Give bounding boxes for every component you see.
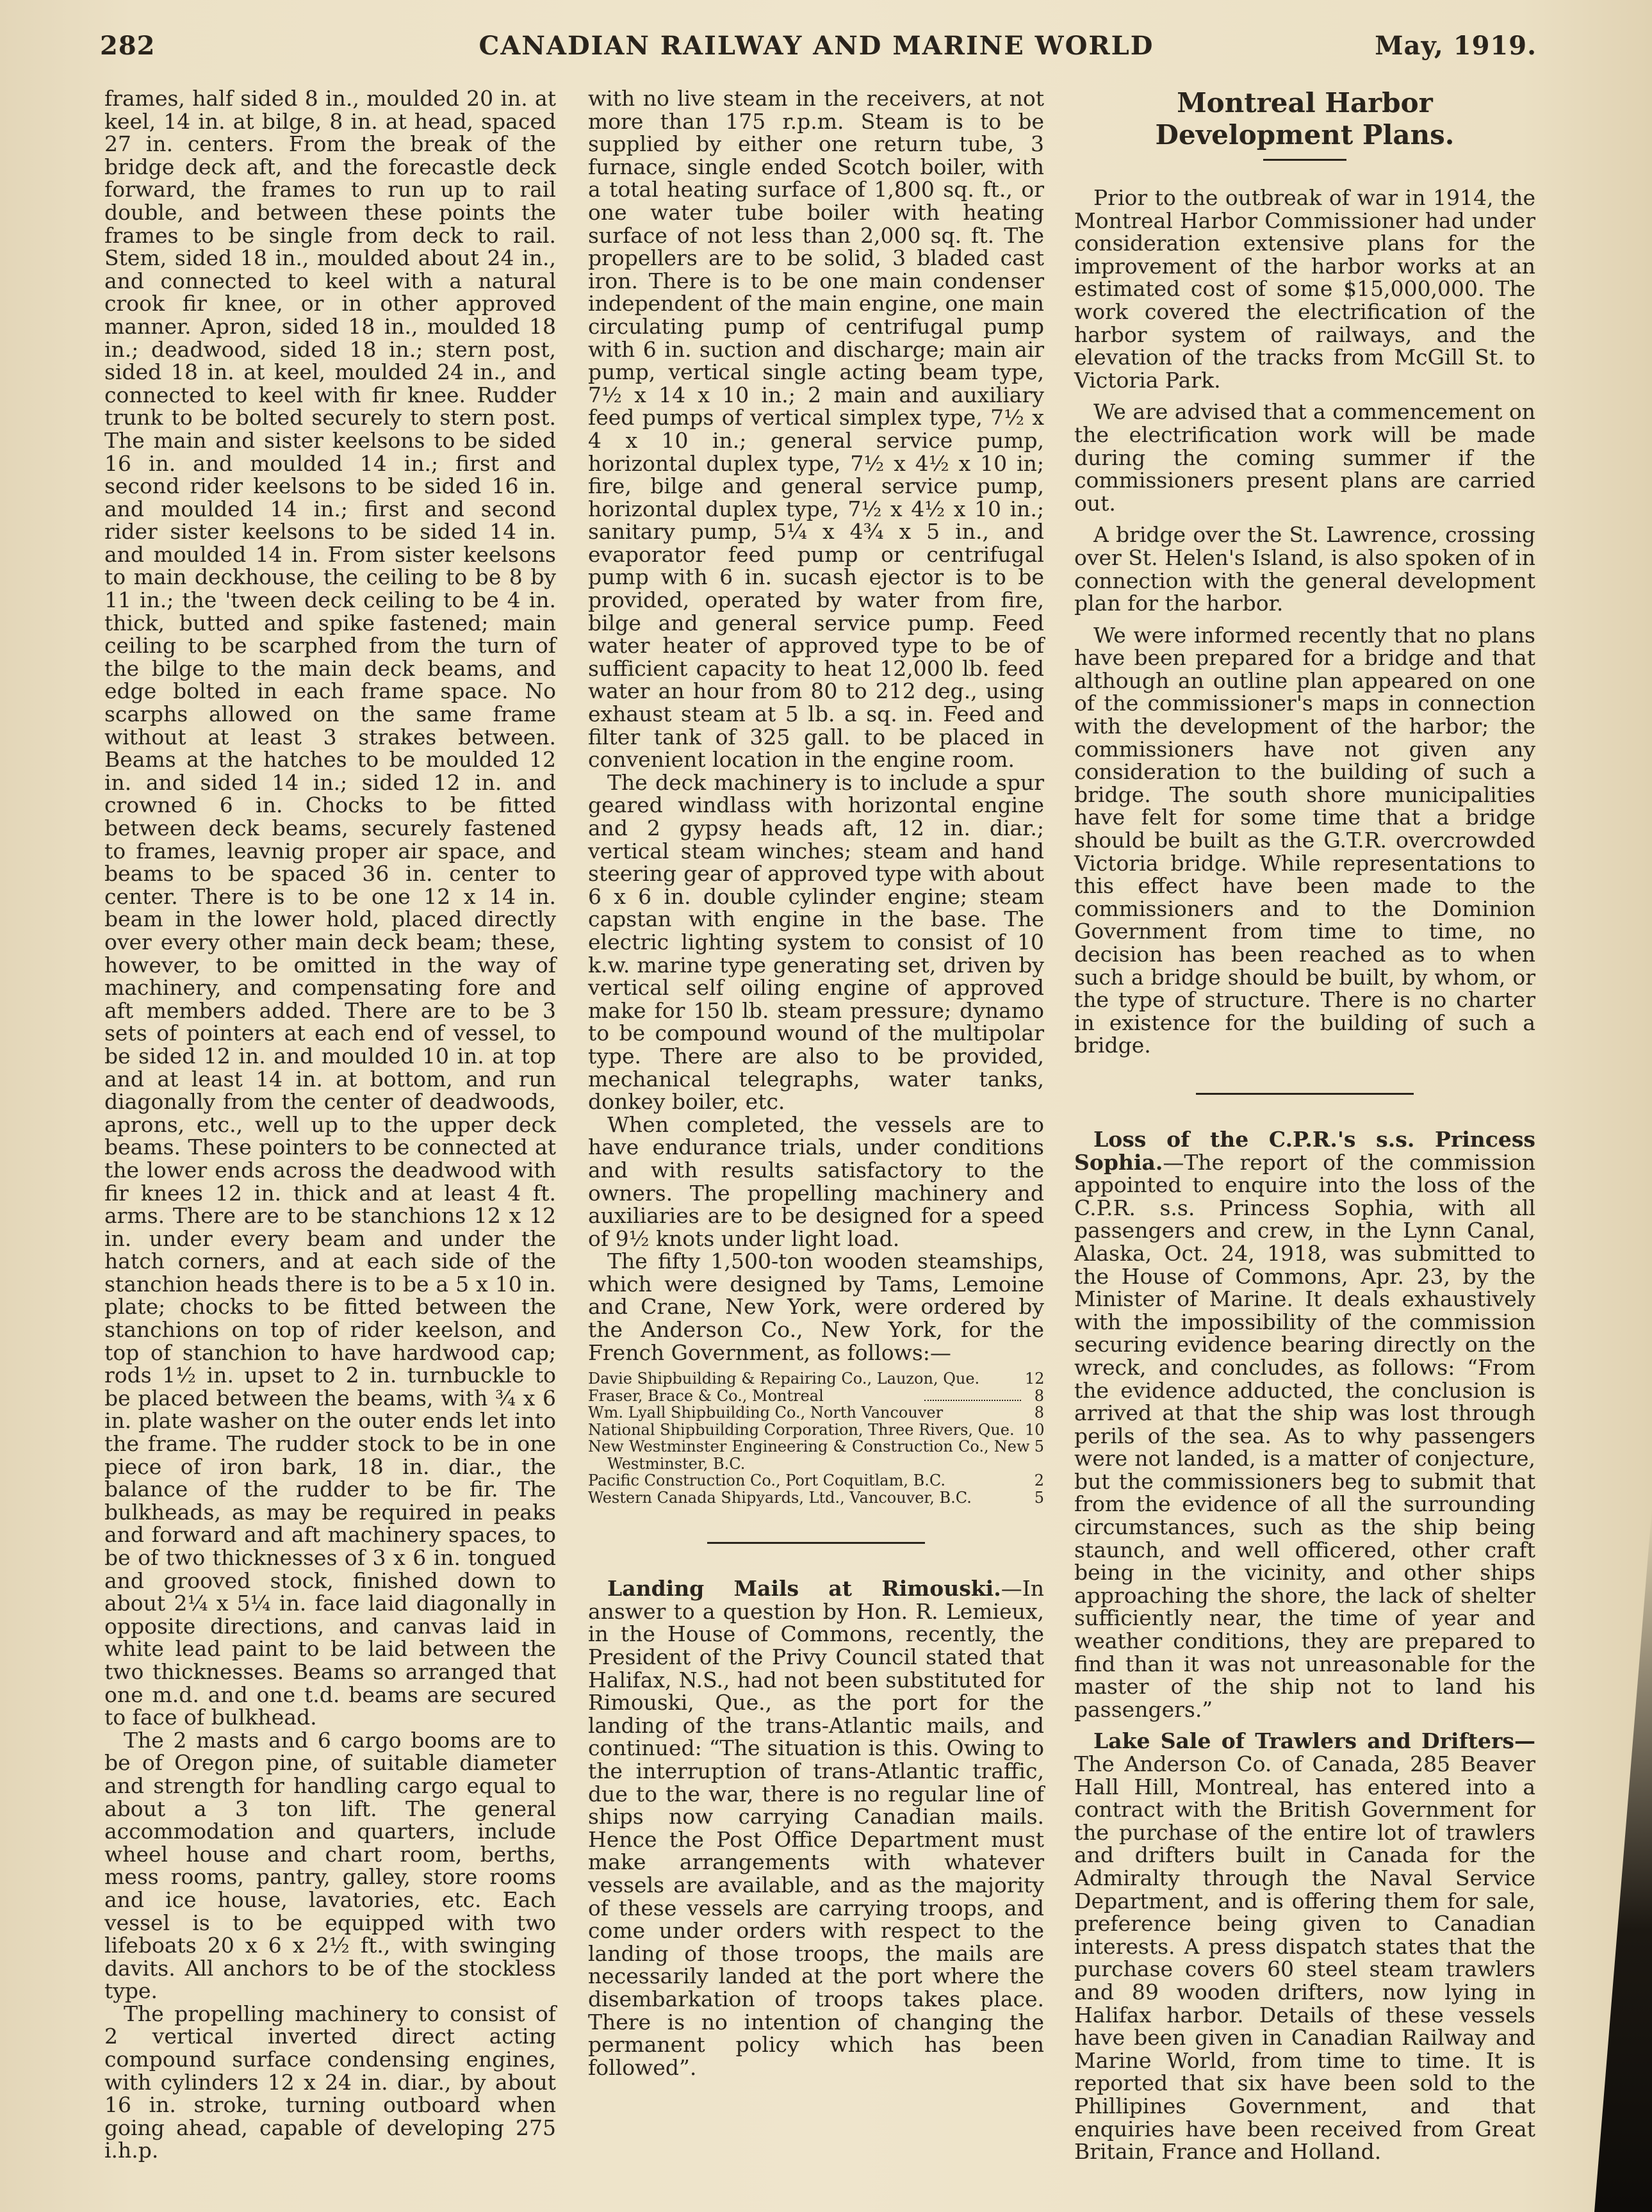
shipyard-row <box>588 1472 1044 1489</box>
column-1 <box>104 87 556 2162</box>
paragraph: We are advised that a commencement on the electrification work will be made during the coming summer if the commissioners present plans are carried out. <box>1074 399 1535 516</box>
dot-leader <box>924 1399 1021 1401</box>
paragraph: The propelling machinery to consist of 2 vertical inverted direct acting compound surface condensing engines, with cylinders 12 x 24 in. diar., by about 16 in. stroke, turning outboard when going ahead, capable of developing 275 i.h.p. <box>104 2001 556 2163</box>
article-title: Montreal Harbor Development Plans. <box>1155 87 1455 151</box>
news-item-trawlers <box>1074 1730 1535 2163</box>
news-item-heading: Loss of the C.P.R.'s s.s. Princess Sophia. <box>1074 1126 1535 1175</box>
shipyard-list <box>588 1370 1044 1506</box>
column-2 <box>588 87 1044 2079</box>
paragraph: frames, half sided 8 in., moulded 20 in. at keel, 14 in. at bilge, 8 in. at head, spaced 27 in. centers. From the break of the bridge deck aft, and the forecastle deck forward, the frames to run up to rail double, and between these points the frames to be single from deck to rail. Stem, sided 18 in., moulded about 24 in., and connected to keel with a natural crook fir knee, or in other approved manner. Apron, sided 18 in., moulded 18 in.; deadwood, sided 18 in.; stern post, sided 18 in. at keel, moulded 24 in., and connected to keel with fir knee. Rudder trunk to be bolted securely to stern post. The main and sister keelsons to be sided 16 in. and moulded 14 in.; first and second rider keelsons to be sided 16 in. and moulded 14 in.; first and second rider sister keelsons to be sided 14 in. and moulded 14 in. From sister keelsons to main deckhouse, the ceiling to be 8 by 11 in.; the 'tween deck ceiling to be 4 in. thick, butted and spike fastened; main ceiling to be scarphed from the turn of the bilge to the main deck beams, and edge bolted in each frame space. No scarphs allowed on the same frame without at least 3 strakes between. Beams at the hatches to be moulded 12 in. and sided 14 in.; sided 12 in. and crowned 6 in. Chocks to be fitted between deck beams, securely fastened to frames, leavnig proper air space, and beams to be spaced 36 in. center to center. There is to be one 12 x 14 in. beam in the lower hold, placed directly over every other main deck beam; these, however, to be omitted in the way of machinery, and compensating fore and aft members added. There are to be 3 sets of pointers at each end of vessel, to be sided 12 in. and moulded 10 in. at top and at least 14 in. at bottom, and run diagonally from the center of deadwoods, aprons, etc., well up to the upper deck beams. These pointers to be connected at the lower ends across the deadwood with fir knees 12 in. thick and at least 4 ft. arms. There are to be stanchions 12 x 12 in. under every beam and under the hatch corners, and at each side of the stanchion heads there is to be a 5 x 10 in. plate; chocks to be fitted between the stanchions on top of rider keelson, and top of stanchion to have hardwood cap; rods 1½ in. upset to 2 in. turnbuckle to be placed between the beams, with ¾ x 6 in. plate washer on the outer ends let into the frame. The rudder stock to be in one piece of iron bark, 18 in. diar., the balance of the rudder to be fir. The bulkheads, as may be required in peaks and forward and aft machinery spaces, to be of two thicknesses of 3 x 6 in. tongued and grooved stock, finished down to about 2¼ x 5¼ in. face laid diagonally in opposite directions, and canvas laid in white lead paint to be laid between the two thicknesses. Beams so arranged that one m.d. and one t.d. beams are secured to face of bulkhead. <box>104 86 556 1730</box>
binding-shadow <box>1594 1507 1652 2212</box>
shipyard-count: 12 <box>1025 1370 1045 1388</box>
paragraph: The fifty 1,500-ton wooden steamships, which were designed by Tams, Lemoine and Crane, New York, were ordered by the Anderson Co., New York, for the French Government, as follows:— <box>588 1249 1044 1365</box>
news-item-heading: Landing Mails at Rimouski. <box>607 1576 1001 1602</box>
shipyard-name: National Shipbuilding Corporation, Three Rivers, Que. <box>588 1420 1015 1439</box>
issue-date: May, 1919. <box>1375 31 1537 61</box>
shipyard-count: 8 <box>1034 1386 1045 1405</box>
shipyard-name: Fraser, Brace & Co., Montreal <box>588 1386 824 1405</box>
paragraph: We were informed recently that no plans have been prepared for a bridge and that although an outline plan appeared on one of the commissioner's maps in connection with the development of the harbor; the commissioners have not given any consideration to the building of such a bridge. The south shore municipalities have felt for some time that a bridge should be built as the G.T.R. overcrowded Victoria bridge. While representations to this effect have been made to the commissioners and to the Dominion Government from time to time, no decision has been reached as to when such a bridge should be built, by whom, or the type of structure. There is no charter in existence for the building of such a bridge. <box>1074 622 1535 1058</box>
shipyard-name: Western Canada Shipyards, Ltd., Vancouver, B.C. <box>588 1488 972 1507</box>
shipyard-row <box>588 1421 1044 1439</box>
shipyard-count: 5 <box>1034 1488 1044 1507</box>
publication-title: CANADIAN RAILWAY AND MARINE WORLD <box>478 31 1154 61</box>
shipyard-name: Davie Shipbuilding & Repairing Co., Lauzon, Que. <box>588 1370 980 1388</box>
shipyard-row <box>588 1370 1044 1388</box>
column-3 <box>1074 87 1535 2163</box>
shipyard-row <box>588 1388 1044 1405</box>
paragraph: The deck machinery is to include a spur geared windlass with horizontal engine and 2 gypsy heads aft, 12 in. diar.; vertical steam winches; steam and hand steering gear of approved type with about 6 x 6 in. double cylinder engine; steam capstan with engine in the base. The electric lighting system to consist of 10 k.w. marine type generating set, driven by vertical self oiling engine of approved make for 150 lb. steam pressure; dynamo to be compound wound of the multipolar type. There are also to be provided, mechanical telegraphs, water tanks, donkey boiler, etc. <box>588 769 1044 1115</box>
shipyard-row <box>588 1489 1044 1507</box>
section-divider <box>1196 1093 1414 1095</box>
section-divider <box>707 1542 925 1544</box>
title-rule <box>1263 159 1346 161</box>
shipyard-name: Pacific Construction Co., Port Coquitlam, B.C. <box>588 1471 946 1490</box>
page-number: 282 <box>100 31 156 61</box>
page-header <box>96 24 1537 63</box>
news-item-sophia <box>1074 1128 1535 1721</box>
paragraph: A bridge over the St. Lawrence, crossing over St. Helen's Island, is also spoken of in connection with the general development plan for the harbor. <box>1074 522 1535 616</box>
shipyard-count: 8 <box>1034 1404 1044 1422</box>
shipyard-count: 5 <box>1034 1438 1044 1456</box>
shipyard-row <box>588 1404 1044 1421</box>
news-item-body: —In answer to a question by Hon. R. Lemieux, in the House of Commons, recently, the President of the Privy Council stated that Halifax, N.S., had not been substituted for Rimouski, Que., as the port for the landing of the trans-Atlantic mails, and continued: “The situation is this. Owing to the interruption of trans-Atlantic traffic, due to the war, there is no regular line of ships now carrying Canadian mails. Hence the Post Office Department must make arrangements with whatever vessels are available, and as the majority of these vessels are carrying troops, and come under orders with respect to the landing of those troops, the mails are necessarily landed at the port where the disembarkation of troops takes place. There is no intention of changing the permanent policy which has been followed”. <box>588 1576 1044 2080</box>
shipyard-row <box>588 1438 1044 1472</box>
paragraph: When completed, the vessels are to have endurance trials, under conditions and with results satisfactory to the owners. The propelling machinery and auxiliaries are to be designed for a speed of 9½ knots under light load. <box>588 1111 1044 1251</box>
paragraph: with no live steam in the receivers, at not more than 175 r.p.m. Steam is to be supplied by either one return tube, 3 furnace, single ended Scotch boiler, with a total heating surface of 1,800 sq. ft., or one water tube boiler with heating surface of not less than 2,000 sq. ft. The propellers are to be solid, 3 bladed cast iron. There is to be one main condenser independent of the main engine, one main circulating pump of centrifugal pump with 6 in. suction and discharge; main air pump, vertical single acting beam type, 7½ x 14 x 10 in.; 2 main and auxiliary feed pumps of vertical simplex type, 7½ x 4 x 10 in.; general service pump, horizontal duplex type, 7½ x 4½ x 10 in; fire, bilge and general service pump, horizontal duplex type, 7½ x 4½ x 10 in.; sanitary pump, 5¼ x 4¾ x 5 in., and evaporator feed pump or centrifugal pump with 6 in. sucash ejector is to be provided, operated by water from fire, bilge and general service pump. Feed water heater of approved type to be of sufficient capacity to heat 12,000 lb. feed water an hour from 80 to 212 deg., using exhaust steam at 5 lb. a sq. in. Feed and filter tank of 325 gall. to be placed in convenient location in the engine room. <box>588 86 1044 773</box>
news-item-body: —The report of the commission appointed to enquire into the loss of the C.P.R. s.s. Princess Sophia, with all passengers and crew, in the Lynn Canal, Alaska, Oct. 24, 1918, was submitted to the House of Commons, Apr. 23, by the Minister of Marine. It deals exhaustively with the impossibility of the commission securing evidence bearing directly on the wreck, and concludes, as follows: “From the evidence adducted, the conclusion is arrived at that the ship was lost through perils of the sea. As to why passengers were not landed, is a matter of conjecture, but the commissioners beg to submit that from the evidence of all the surrounding circumstances, such as the ship being staunch, and well officered, other craft being in the vicinity, and other ships approaching the shore, the lack of shelter sufficiently near, the time of year and weather conditions, they are prepared to find than it was not unreasonable for the master of the ship not to land his passengers.” <box>1074 1149 1535 1722</box>
news-item-heading: Lake Sale of Trawlers and Drifters— <box>1093 1728 1535 1754</box>
shipyard-count: 10 <box>1025 1420 1045 1439</box>
shipyard-name: Wm. Lyall Shipbuilding Co., North Vancouver <box>588 1404 944 1422</box>
paragraph: The 2 masts and 6 cargo booms are to be of Oregon pine, of suitable diameter and strength for handling cargo equal to about a 3 ton lift. The general accommodation and quarters, include wheel house and chart room, berths, mess rooms, pantry, galley, store rooms and ice house, lavatories, etc. Each vessel is to be equipped with two lifeboats 20 x 6 x 2½ ft., with swinging davits. All anchors to be of the stockless type. <box>104 1727 556 2004</box>
shipyard-name: New Westminster Engineering & Construction Co., New Westminster, B.C. <box>588 1438 1030 1473</box>
news-item-body: The Anderson Co. of Canada, 285 Beaver Hall Hill, Montreal, has entered into a contract with the British Government for the purchase of the entire lot of trawlers and drifters built in Canada for the Admiralty through the Naval Service Department, and is offering them for sale, preference being given to Canadian interests. A press dispatch states that the purchase covers 60 steel steam trawlers and 89 wooden drifters, now lying in Halifax harbor. Details of these vessels have been given in Canadian Railway and Marine World, from time to time. It is reported that six have been sold to the Phillipines Government, and that enquiries have been received from Great Britain, France and Holland. <box>1074 1751 1535 2165</box>
news-item-rimouski <box>588 1577 1044 2079</box>
shipyard-count: 2 <box>1034 1471 1044 1490</box>
paragraph: Prior to the outbreak of war in 1914, the Montreal Harbor Commissioner had under consideration extensive plans for the improvement of the harbor works at an estimated cost of some $15,000,000. The work covered the electrification of the harbor system of railways, and the elevation of the tracks from McGill St. to Victoria Park. <box>1074 185 1535 393</box>
